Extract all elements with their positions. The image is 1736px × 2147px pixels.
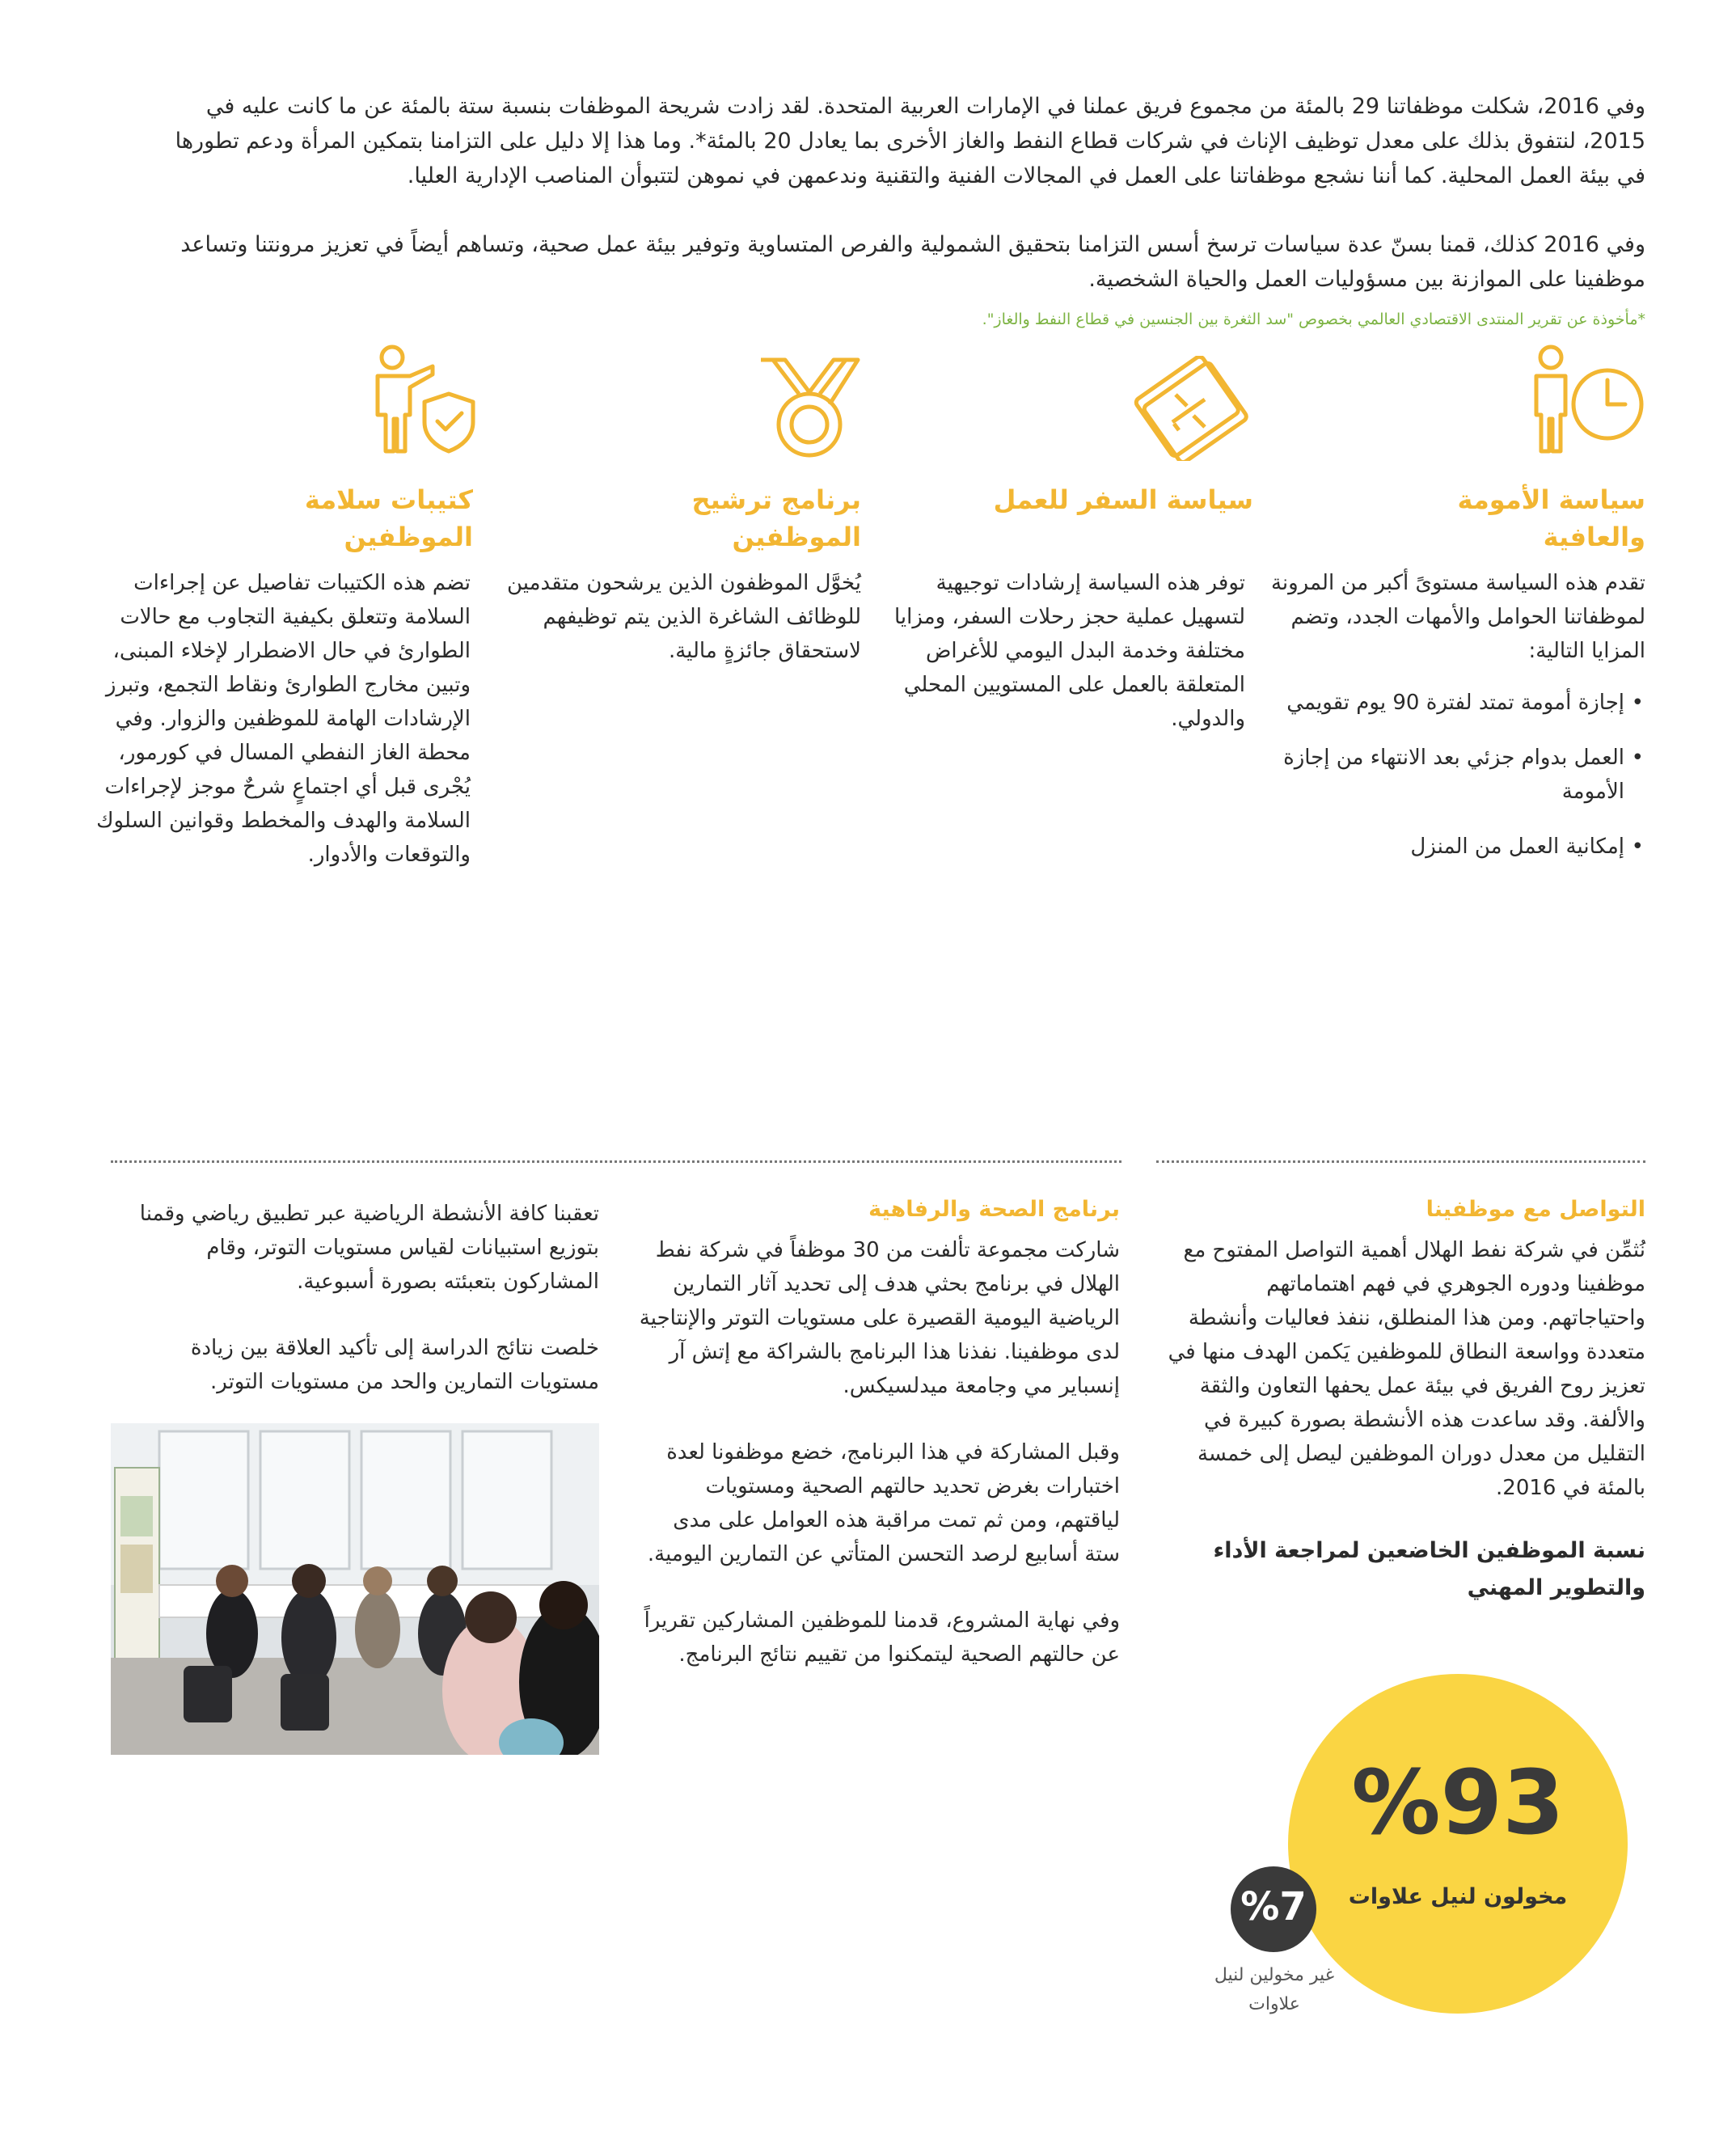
communication-text: نُثمِّن في شركة نفط الهلال أهمية التواصل المفتوح مع موظفينا ودوره الجوهري في فهم اهتماماتهم واحتياجاتهم. ومن هذا المنطلق، ننفذ فعاليات وأنشطة متعددة وواسعة النطاق للموظفين يَكمن الهدف منها في تعزيز روح الفريق في بيئة عمل يحفها التعاون والثقة والألفة. وقد ساعدت هذه الأنشطة بصورة كبيرة في التقليل من معدل دوران الموظفين ليصل إلى خمسة بالمئة في 2016. bbox=[1168, 1238, 1645, 1500]
safety-handbooks-title: كتيبات سلامة الموظفين bbox=[304, 484, 473, 552]
nomination-program-text: يُخوَّل الموظفون الذين يرشحون متقدمين للوظائف الشاغرة الذين يتم توظيفهم لاستحقاق جائزةٍ مالية. bbox=[506, 571, 861, 663]
ineligible-label: غير مخولين لنيل علاوات bbox=[1214, 1965, 1335, 2014]
divider bbox=[1156, 1160, 1645, 1163]
divider bbox=[111, 1160, 1121, 1163]
travel-policy-text: توفر هذه السياسة إرشادات توجيهية لتسهيل عملية حجز رحلات السفر، ومزايا مختلفة وخدمة البدل اليومي للأغراض المتعلقة بالعمل على المستويين المحلي والدولي. bbox=[893, 571, 1245, 731]
maternity-policy-text bbox=[1265, 566, 1645, 885]
ineligible-percentage: %7 bbox=[1240, 1884, 1307, 1929]
intro-paragraph-2: وفي 2016 كذلك، قمنا بسنّ عدة سياسات ترسخ أسس التزامنا بتحقيق الشمولية والفرص المتساوية وتوفير بيئة عمل صحية، وتساهم أيضاً في تعزيز مرونتنا وتساعد موظفينا على الموازنة بين مسؤوليات العمل والحياة الشخصية. bbox=[180, 232, 1645, 292]
wellness-column-1 bbox=[635, 1233, 1120, 1704]
maternity-policy-description: تقدم هذه السياسة مستوىً أكبر من المرونة لموظفاتنا الحوامل والأمهات الجدد، وتضم المزايا التالية: bbox=[1270, 571, 1645, 663]
intro-section bbox=[150, 89, 1645, 331]
workshop-photo bbox=[111, 1423, 599, 1755]
list-item: • العمل بدوام جزئي بعد الانتهاء من إجازة الأمومة bbox=[1265, 741, 1624, 809]
person-clock-icon bbox=[1527, 344, 1648, 457]
intro-paragraph-1: وفي 2016، شكلت موظفاتنا 29 بالمئة من مجموع فريق عملنا في الإمارات العربية المتحدة. لقد زادت شريحة الموظفات بنسبة ستة بالمئة عن ما كانت عليه في 2015، لنتفوق بذلك على معدل توظيف الإناث في شركات قطاع النفط والغاز الأخرى بما يعادل 20 بالمئة*. وما هذا إلا دليل على التزامنا بتمكين المرأة ودعم تطورها في بيئة العمل المحلية. كما أننا نشجع موظفاتنا على العمل في المجالات الفنية والتقنية وندعمهن في نموهن لتتبوأن المناصب الإدارية العليا. bbox=[175, 94, 1645, 188]
eligible-label: مخولون لنيل علاوات bbox=[1348, 1884, 1568, 1909]
wellness-paragraph-5: خلصت نتائج الدراسة إلى تأكيد العلاقة بين زيادة مستويات التمارين والحد من مستويات التوتر. bbox=[190, 1336, 599, 1394]
maternity-policy-title: سياسة الأمومة والعافية bbox=[1457, 484, 1645, 552]
wellness-paragraph-2: وقبل المشاركة في هذا البرنامج، خضع موظفونا لعدة اختبارات بغرض تحديد حالتهم الصحية ومستويات لياقتهم، ومن ثم تمت مراقبة هذه العوامل على مدى ستة أسابيع لرصد التحسن المتأتي عن التمارين اليومية. bbox=[647, 1440, 1120, 1566]
airplane-ticket-icon bbox=[1122, 356, 1252, 461]
list-item: • إجازة أمومة تمتد لفترة 90 يوم تقويمي bbox=[1265, 686, 1624, 720]
maternity-benefits-list bbox=[1265, 686, 1645, 864]
ineligible-bonus-circle bbox=[1231, 1866, 1316, 1952]
performance-review-subtitle: نسبة الموظفين الخاضعين لمراجعة الأداء والتطوير المهني bbox=[1213, 1538, 1645, 1600]
safety-handbooks-text: تضم هذه الكتيبات تفاصيل عن إجراءات السلامة وتتعلق بكيفية التجاوب مع حالات الطوارئ في حال الاضطرار لإخلاء المبنى، وتبين مخارج الطوارئ ونقاط التجمع، وتبرز الإرشادات الهامة للموظفين والزوار. وفي محطة الغاز النفطي المسال في كورمور، يُجْرى قبل أي اجتماعٍ شرحٌ موجز لإجراءات السلامة والهدف والمخطط وقوانين السلوك والتوقعات والأدوار. bbox=[96, 571, 471, 867]
footnote: *مأخوذة عن تقرير المنتدى الاقتصادي العالمي بخصوص "سد الثغرة بين الجنسين في قطاع النفط والغاز". bbox=[982, 311, 1645, 328]
medal-icon bbox=[757, 356, 862, 461]
wellness-program-title: برنامج الصحة والرفاهية bbox=[868, 1197, 1120, 1222]
wellness-paragraph-1: شاركت مجموعة تألفت من 30 موظفاً في شركة نفط الهلال في برنامج بحثي هدف إلى تحديد آثار التمارين الرياضية اليومية القصيرة على مستويات التوتر والإنتاجية لدى موظفينا. نفذنا هذا البرنامج بالشراكة مع إتش آر إنسباير مي وجامعة ميدلسيكس. bbox=[639, 1238, 1120, 1398]
communication-title: التواصل مع موظفينا bbox=[1426, 1197, 1645, 1222]
person-shield-icon bbox=[368, 344, 481, 457]
wellness-paragraph-4: تعقبنا كافة الأنشطة الرياضية عبر تطبيق رياضي وقمنا بتوزيع استبيانات لقياس مستويات التوتر، وقام المشاركون بتعبئته بصورة أسبوعية. bbox=[139, 1202, 599, 1294]
travel-policy-title: سياسة السفر للعمل bbox=[993, 484, 1253, 515]
list-item: • إمكانية العمل من المنزل bbox=[1265, 830, 1624, 864]
eligible-percentage: %93 bbox=[1351, 1751, 1565, 1854]
wellness-paragraph-3: وفي نهاية المشروع، قدمنا للموظفين المشاركين تقريراً عن حالتهم الصحية ليتمكنوا من تقييم نتائج البرنامج. bbox=[644, 1608, 1120, 1667]
nomination-program-title: برنامج ترشيح الموظفين bbox=[691, 484, 861, 552]
wellness-column-2 bbox=[111, 1197, 599, 1431]
